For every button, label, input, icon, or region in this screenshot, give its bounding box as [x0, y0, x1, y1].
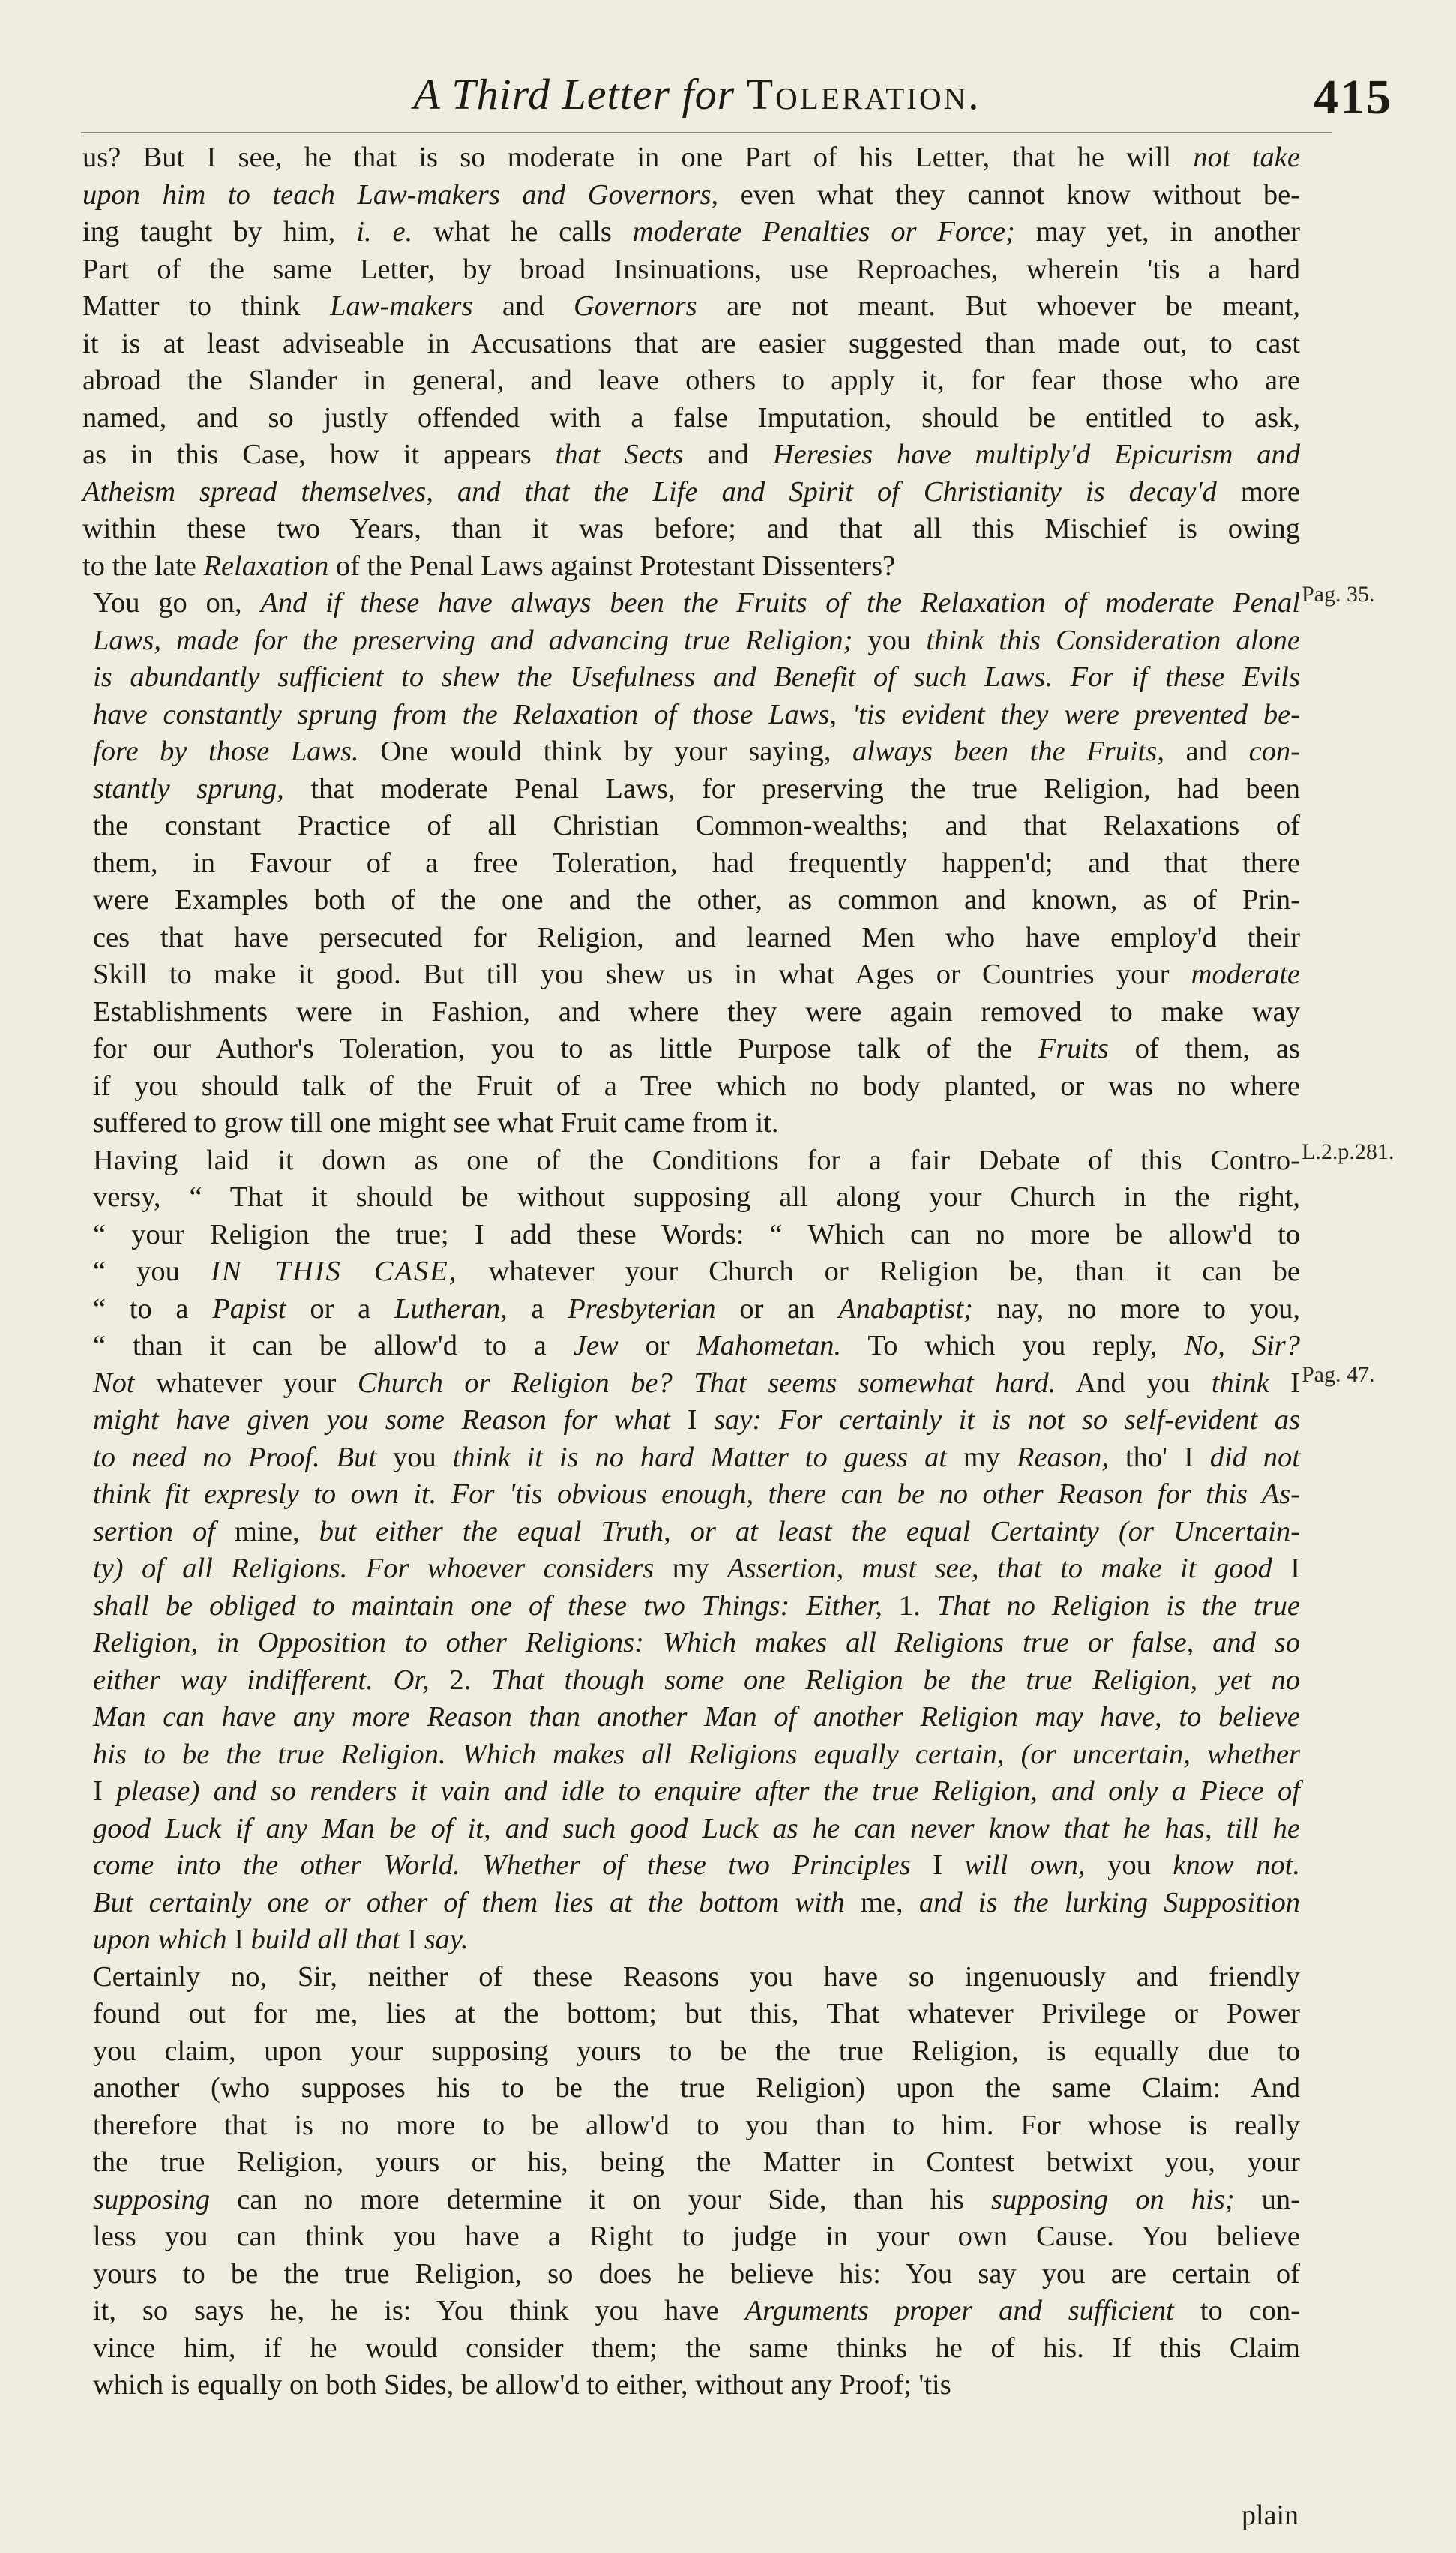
page-header [0, 69, 1456, 136]
text-line: to need no Proof. But you think it is no hard Matter to guess at my Reason, tho' I did not [93, 1441, 1300, 1473]
paragraph-4 [82, 1959, 1300, 2404]
paragraph-3 [82, 1142, 1300, 1959]
text-line: the constant Practice of all Christian Common-wealths; and that Relaxations of [93, 810, 1300, 842]
running-title-caps: Toleration. [746, 70, 981, 118]
text-line: “ you IN THIS CASE, whatever your Church or Religion be, than it can be [93, 1256, 1301, 1287]
margin-note-pag-35: Pag. 35. [1302, 582, 1375, 607]
text-line: another (who supposes his to be the true Religion) upon the same Claim: And [93, 2072, 1300, 2104]
text-line: is abundantly sufficient to shew the Usefulness and Benefit of such Laws. For if these Evils [93, 662, 1300, 693]
text-line: Matter to think Law-makers and Governors are not meant. But whoever be meant, [82, 290, 1300, 322]
running-title-italic: A Third Letter for [413, 70, 735, 118]
text-line: Atheism spread themselves, and that the Life and Spirit of Christianity is decay'd more [82, 476, 1301, 508]
text-line: us? But I see, he that is so moderate in one Part of his Letter, that he will not take [82, 142, 1300, 173]
text-line: to the late Relaxation of the Penal Laws against Protestant Dissenters? [82, 550, 896, 582]
text-line: named, and so justly offended with a false Imputation, should be entitled to ask, [82, 401, 1300, 434]
text-line: stantly sprung, that moderate Penal Laws, for preserving the true Religion, had been [93, 772, 1300, 805]
text-line: found out for me, lies at the bottom; but this, That whatever Privilege or Power [93, 1998, 1300, 2030]
text-line: as in this Case, how it appears that Sects and Heresies have multiply'd Epicurism and [82, 439, 1301, 470]
text-line: them, in Favour of a free Toleration, had frequently happen'd; and that there [93, 847, 1300, 879]
text-line: if you should talk of the Fruit of a Tree which no body planted, or was no where [93, 1070, 1300, 1102]
text-line: vince him, if he would consider them; the same thinks he of his. If this Claim [93, 2332, 1300, 2364]
text-line: the true Religion, yours or his, being the Matter in Contest betwixt you, your [93, 2146, 1300, 2178]
text-line: abroad the Slander in general, and leave others to apply it, for fear those who are [82, 364, 1300, 396]
text-line: were Examples both of the one and the other, as common and known, as of Prin- [93, 884, 1300, 916]
text-line: upon him to teach Law-makers and Governors, even what they cannot know without be- [82, 178, 1301, 211]
text-line: Part of the same Letter, by broad Insinuations, use Reproaches, wherein 'tis a hard [82, 253, 1300, 285]
text-line: I please) and so renders it vain and idle to enquire after the true Religion, and only a Piece of [93, 1775, 1300, 1807]
text-line: supposing can no more determine it on your Side, than his supposing on his; un- [93, 2183, 1300, 2216]
text-line: ty) of all Religions. For whoever considers my Assertion, must see, that to make it good I [93, 1552, 1300, 1584]
text-line: might have given you some Reason for what I say: For certainly it is not so self-evident as [93, 1404, 1300, 1436]
text-line: You go on, And if these have always been the Fruits of the Relaxation of moderate Penal [93, 587, 1300, 619]
text-line: Establishments were in Fashion, and where they were again removed to make way [93, 995, 1300, 1028]
text-line: Not whatever your Church or Religion be? That seems somewhat hard. And you think I [93, 1366, 1301, 1399]
text-line: either way indifferent. Or, 2. That though some one Religion be the true Religion, yet no [93, 1664, 1300, 1696]
paragraph-2 [82, 585, 1300, 1142]
margin-note-pag-47: Pag. 47. [1302, 1362, 1375, 1387]
text-line: it, so says he, he is: You think you have Arguments proper and sufficient to con- [93, 2295, 1300, 2326]
text-line: which is equally on both Sides, be allow'd to either, without any Proof; 'tis [93, 2369, 951, 2401]
text-line: upon which I build all that I say. [93, 1924, 469, 1955]
paragraph-1 [82, 140, 1300, 585]
text-line: suffered to grow till one might see what Fruit came from it. [93, 1107, 779, 1138]
text-line: you claim, upon your supposing yours to be the true Religion, is equally due to [93, 2035, 1300, 2067]
text-line: think fit expresly to own it. For 'tis obvious enough, there can be no other Reason for this As- [93, 1478, 1300, 1510]
text-line: good Luck if any Man be of it, and such good Luck as he can never know that he has, till he [93, 1812, 1300, 1844]
text-line: his to be the true Religion. Which makes all Religions equally certain, (or uncertain, whether [93, 1738, 1300, 1770]
text-line: Religion, in Opposition to other Religions: Which makes all Religions true or false, and so [93, 1627, 1300, 1658]
text-line: therefore that is no more to be allow'd to you than to him. For whose is really [93, 2109, 1300, 2141]
text-line: sertion of mine, but either the equal Truth, or at least the equal Certainty (or Uncertain- [93, 1515, 1300, 1547]
text-line: Certainly no, Sir, neither of these Reasons you have so ingenuously and friendly [93, 1960, 1300, 1993]
text-line: within these two Years, than it was before; and that all this Mischief is owing [82, 513, 1300, 544]
margin-note-l2-p281: L.2.p.281. [1302, 1139, 1395, 1164]
text-line: fore by those Laws. One would think by your saying, always been the Fruits, and con- [93, 736, 1300, 767]
body-text [82, 140, 1300, 2404]
text-line: ing taught by him, i. e. what he calls moderate Penalties or Force; may yet, in another [82, 216, 1300, 248]
text-line: less you can think you have a Right to judge in your own Cause. You believe [93, 2221, 1300, 2252]
text-line: shall be obliged to maintain one of these two Things: Either, 1. That no Religion is the true [93, 1589, 1300, 1622]
text-line: Laws, made for the preserving and advancing true Religion; you think this Consideration alone [93, 624, 1300, 656]
text-line: “ than it can be allow'd to a Jew or Mahometan. To which you reply, No, Sir? [93, 1330, 1301, 1361]
text-line: “ your Religion the true; I add these Words: “ Which can no more be allow'd to [93, 1218, 1300, 1250]
text-line: versy, “ That it should be without supposing all along your Church in the right, [93, 1181, 1300, 1213]
text-line: Man can have any more Reason than another Man of another Religion may have, to believe [93, 1701, 1300, 1732]
page-number: 415 [1314, 70, 1392, 124]
running-title [360, 69, 1035, 119]
text-line: come into the other World. Whether of these two Principles I will own, you know not. [93, 1850, 1301, 1881]
text-line: it is at least adviseable in Accusations that are easier suggested than made out, to cast [82, 327, 1300, 359]
text-line: yours to be the true Religion, so does he believe his: You say you are certain of [93, 2258, 1300, 2290]
text-line: have constantly sprung from the Relaxation of those Laws, 'tis evident they were prevented be- [93, 698, 1300, 730]
text-line: Having laid it down as one of the Conditions for a fair Debate of this Contro- [93, 1144, 1300, 1176]
text-line: for our Author's Toleration, you to as little Purpose talk of the Fruits of them, as [93, 1033, 1301, 1064]
text-line: ces that have persecuted for Religion, and learned Men who have employ'd their [93, 921, 1300, 953]
header-rule [81, 132, 1332, 134]
catchword: plain [1242, 2500, 1299, 2531]
text-line: Skill to make it good. But till you shew us in what Ages or Countries your moderate [93, 958, 1300, 990]
text-line: But certainly one or other of them lies at the bottom with me, and is the lurking Supposition [93, 1886, 1301, 1918]
text-line: “ to a Papist or a Lutheran, a Presbyterian or an Anabaptist; nay, no more to you, [93, 1292, 1301, 1324]
